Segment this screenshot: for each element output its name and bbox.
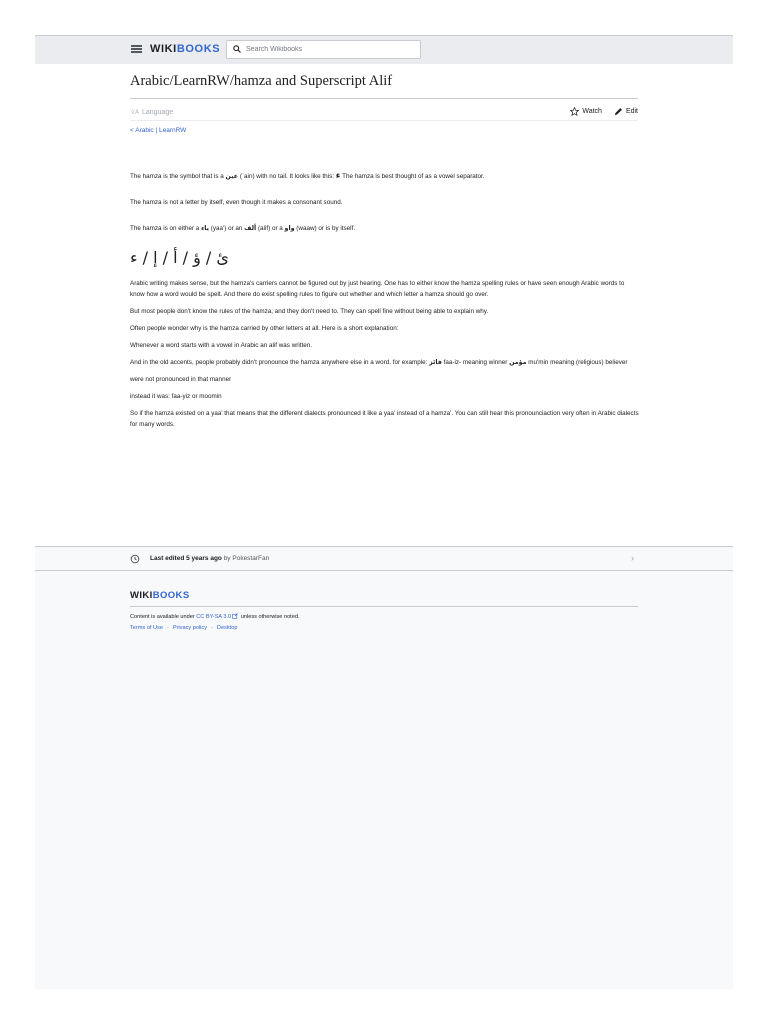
license-link[interactable]: CC BY-SA 3.0 [196,614,232,620]
language-label: Language [142,108,174,116]
edit-label: Edit [625,108,638,115]
page-actions [570,107,638,116]
site-footer [130,590,638,631]
last-edited-bar[interactable] [35,546,733,571]
paragraph-not-pronounced: were not pronounced in that manner [130,376,232,383]
menu-icon[interactable] [131,45,142,53]
paragraph-hamza-symbol: The hamza is the symbol that is a عين (ʿain) with no tail. It looks like this: ء The hamza is best thought of as a vowel separator. [130,171,485,181]
main-content [35,64,733,546]
privacy-link[interactable]: Privacy policy [172,625,208,631]
link-separator: · [211,625,213,631]
page-frame [35,35,733,989]
watch-label: Watch [582,108,602,115]
search-box[interactable] [226,40,421,59]
paragraph-spelling-rules: Arabic writing makes sense, but the hamza's carriers cannot be figured out by just hearing. One has to either know the hamza spelling rules or have seen enough Arabic words to know how a word would be spelt. And there do exist spelling rules to figure out whether and which letter a hamza should go over. [130,280,625,298]
footer-logo: WIKIBOOKS [130,590,190,601]
paragraph-old-accents: And in the old accents, people probably didn't pronounce the hamza anywhere else in a word. for example: فائز faa-iz- meaning winner مؤمن mu'min meaning (religious) believer [130,359,628,366]
search-input[interactable] [246,43,406,56]
pencil-icon [614,107,623,116]
desktop-link[interactable]: Desktop [216,625,238,631]
footer-divider [130,606,638,607]
license-text: Content is available under CC BY-SA 3.0 unless otherwise noted. [130,614,300,620]
paragraph-most-people: But most people don't know the rules of the hamza, and they don't need to. They can spell fine without being able to explain why. [130,308,489,315]
breadcrumb[interactable]: < Arabic | LearnRW [130,127,187,134]
terms-link[interactable]: Terms of Use [130,625,163,631]
last-edited-text: Last edited 5 years ago by PokestarFan [150,555,270,562]
paragraph-carriers: The hamza is on either a ياء (yaa') or an ألف (alif) or a واو (waaw) or is by itself. [130,225,356,232]
page-title: Arabic/LearnRW/hamza and Superscript Alif [130,73,393,89]
header-bar [35,35,733,65]
hamza-forms: ئ / ؤ / أ / إ / ء [130,248,229,267]
external-link-icon [232,613,238,619]
chevron-right-icon: › [631,553,634,563]
wikibooks-logo[interactable]: WIKIBOOKS [150,43,221,55]
history-icon [130,554,140,564]
watch-button[interactable] [570,107,602,116]
language-icon [130,108,139,116]
paragraph-alif-written: Whenever a word starts with a vowel in Arabic an alif was written. [130,342,312,349]
footer-links [130,625,638,631]
actions-divider [130,120,638,121]
paragraph-instead: instead it was: faa-yiz or moomin [130,393,222,400]
link-separator: · [166,625,169,631]
paragraph-dialects: So if the hamza existed on a yaa' that means that the different dialects pronounced it like a yaa' instead of a hamza'. You can still hear this pronounciaction very often in Arabic dialects for many words. [130,410,639,428]
paragraph-not-letter: The hamza is not a letter by itself, even though it makes a consonant sound. [130,199,343,206]
search-icon [233,45,241,53]
language-selector[interactable] [130,108,173,116]
title-divider [130,98,638,99]
paragraph-often-wonder: Often people wonder why is the hamza carried by other letters at all. Here is a short explanation: [130,325,399,332]
svg-text:文A: 文A [130,109,139,116]
article-body [130,171,640,436]
star-icon [570,107,579,116]
edit-button[interactable] [614,107,638,116]
